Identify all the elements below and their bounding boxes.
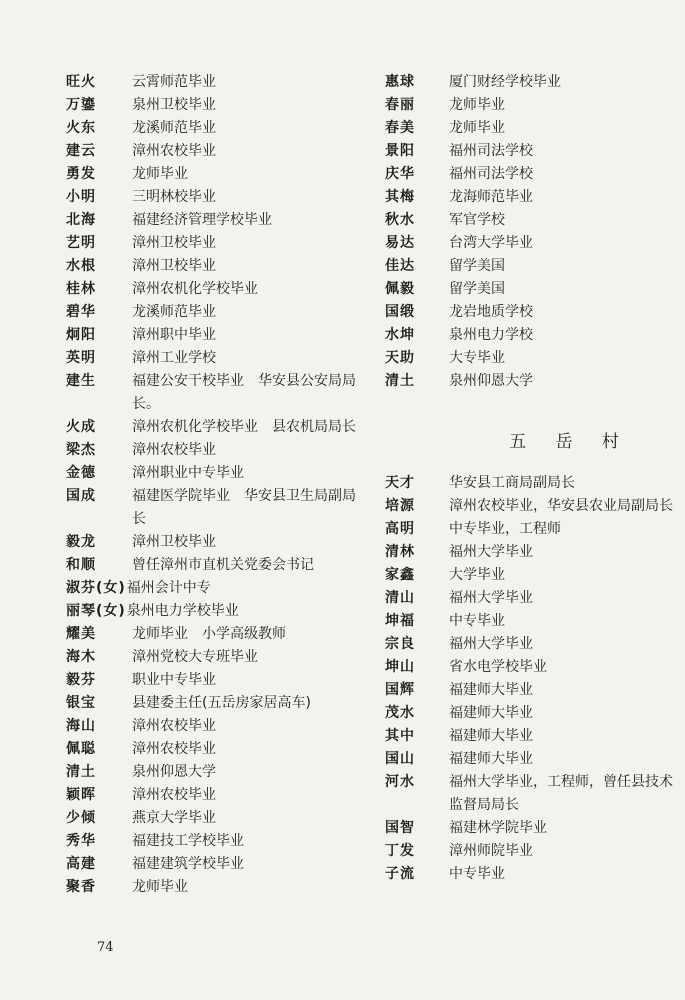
list-item <box>385 140 675 163</box>
person-description: 漳州职中毕业 <box>132 327 216 343</box>
right-column-bottom-list <box>385 472 675 886</box>
person-description: 漳州农机化学校毕业 县农机局局长 <box>132 419 356 435</box>
list-item <box>385 324 675 347</box>
list-item <box>66 209 366 232</box>
person-name: 小明 <box>66 189 96 205</box>
list-item <box>66 439 366 462</box>
list-item <box>385 278 675 301</box>
person-name: 和顺 <box>66 557 96 573</box>
person-description: 龙师毕业 <box>132 166 188 182</box>
person-name: 春美 <box>385 120 415 136</box>
person-name: 高明 <box>385 521 415 537</box>
person-name: 其中 <box>385 728 415 744</box>
person-name: 子流 <box>385 866 415 882</box>
person-name: 桂林 <box>66 281 96 297</box>
list-item <box>385 370 675 393</box>
person-description: 漳州农校毕业 <box>132 143 216 159</box>
person-name: 国缎 <box>385 304 415 320</box>
person-description: 龙师毕业 <box>449 97 505 113</box>
section-title: 五 岳 村 <box>509 432 631 452</box>
person-description: 泉州电力学校 <box>449 327 533 343</box>
list-item <box>66 370 366 416</box>
list-item <box>66 715 366 738</box>
person-description: 福州大学毕业，工程师，曾任县技术监督局局长 <box>449 774 673 813</box>
person-name: 少倾 <box>66 810 96 826</box>
person-name: 高建 <box>66 856 96 872</box>
person-description: 福建师大毕业 <box>449 705 533 721</box>
person-description: 县建委主任(五岳房家居高车) <box>132 695 311 711</box>
person-name: 梁杰 <box>66 442 96 458</box>
person-name: 丁发 <box>385 843 415 859</box>
list-item <box>66 324 366 347</box>
person-name: 培源 <box>385 498 415 514</box>
list-item <box>385 347 675 370</box>
person-name: 旺火 <box>66 74 96 90</box>
person-description: 福州司法学校 <box>449 143 533 159</box>
person-name: 水根 <box>66 258 96 274</box>
person-description: 漳州农校毕业 <box>132 741 216 757</box>
person-name: 天才 <box>385 475 415 491</box>
page-number: 74 <box>97 940 114 955</box>
person-description: 燕京大学毕业 <box>132 810 216 826</box>
list-item <box>66 186 366 209</box>
person-name: 火东 <box>66 120 96 136</box>
person-name: 火成 <box>66 419 96 435</box>
person-name: 惠球 <box>385 74 415 90</box>
person-description: 中专毕业 <box>449 613 505 629</box>
list-item <box>385 541 675 564</box>
right-column-top-list <box>385 71 675 393</box>
person-description: 福州会计中专 <box>126 580 211 596</box>
person-name: 庆华 <box>385 166 415 182</box>
person-description: 龙溪师范毕业 <box>132 304 216 320</box>
person-name: 景阳 <box>385 143 415 159</box>
list-item <box>66 807 366 830</box>
person-name: 英明 <box>66 350 96 366</box>
person-description: 福建医学院毕业 华安县卫生局副局长 <box>132 488 356 527</box>
list-item <box>66 623 366 646</box>
person-name: 淑芬(女) <box>66 580 126 596</box>
person-name: 清山 <box>385 590 415 606</box>
person-description: 福州大学毕业 <box>449 636 533 652</box>
person-description: 漳州卫校毕业 <box>132 258 216 274</box>
list-item <box>66 853 366 876</box>
person-description: 福州大学毕业 <box>449 544 533 560</box>
person-name: 春丽 <box>385 97 415 113</box>
person-name: 天助 <box>385 350 415 366</box>
person-name: 坤福 <box>385 613 415 629</box>
person-name: 国山 <box>385 751 415 767</box>
person-name: 国成 <box>66 488 96 504</box>
person-name: 万鎏 <box>66 97 96 113</box>
list-item <box>66 485 366 531</box>
person-name: 佩毅 <box>385 281 415 297</box>
left-column <box>66 71 366 899</box>
person-description: 中专毕业，工程师 <box>449 521 561 537</box>
person-name: 宗良 <box>385 636 415 652</box>
list-item <box>66 140 366 163</box>
person-description: 泉州电力学校毕业 <box>126 603 239 619</box>
person-name: 丽琴(女) <box>66 603 126 619</box>
person-name: 水坤 <box>385 327 415 343</box>
list-item <box>66 784 366 807</box>
person-description: 漳州农校毕业 <box>132 718 216 734</box>
list-item <box>66 117 366 140</box>
person-description: 大专毕业 <box>449 350 505 366</box>
list-item <box>66 462 366 485</box>
list-item <box>385 518 675 541</box>
list-item <box>385 610 675 633</box>
list-item <box>385 472 675 495</box>
person-description: 福建技工学校毕业 <box>132 833 244 849</box>
list-item <box>66 301 366 324</box>
list-item <box>66 738 366 761</box>
person-name: 坤山 <box>385 659 415 675</box>
person-name: 佳达 <box>385 258 415 274</box>
person-name: 海山 <box>66 718 96 734</box>
person-name: 毅芬 <box>66 672 96 688</box>
person-name: 银宝 <box>66 695 96 711</box>
list-item <box>385 633 675 656</box>
person-description: 龙师毕业 <box>449 120 505 136</box>
person-description: 龙师毕业 小学高级教师 <box>132 626 286 642</box>
list-item <box>66 876 366 899</box>
person-name: 秀华 <box>66 833 96 849</box>
list-item <box>385 301 675 324</box>
list-item <box>66 278 366 301</box>
list-item <box>385 117 675 140</box>
list-item <box>385 587 675 610</box>
person-name: 河水 <box>385 774 415 790</box>
person-name: 建生 <box>66 373 96 389</box>
list-item <box>385 771 675 817</box>
list-item <box>66 416 366 439</box>
person-name: 颖晖 <box>66 787 96 803</box>
list-item <box>385 163 675 186</box>
person-name: 秋水 <box>385 212 415 228</box>
person-description: 龙海师范毕业 <box>449 189 533 205</box>
list-item <box>385 186 675 209</box>
person-description: 留学美国 <box>449 258 505 274</box>
person-description: 漳州党校大专班毕业 <box>132 649 258 665</box>
right-column <box>385 71 675 886</box>
person-name: 清土 <box>385 373 415 389</box>
person-description: 漳州卫校毕业 <box>132 534 216 550</box>
list-item <box>66 692 366 715</box>
list-item <box>385 209 675 232</box>
person-name: 毅龙 <box>66 534 96 550</box>
person-description: 中专毕业 <box>449 866 505 882</box>
person-name: 炯阳 <box>66 327 96 343</box>
list-item <box>385 656 675 679</box>
person-description: 漳州农校毕业，华安县农业局副局长 <box>449 498 673 514</box>
list-item <box>66 163 366 186</box>
person-name: 勇发 <box>66 166 96 182</box>
person-description: 福建林学院毕业 <box>449 820 547 836</box>
person-description: 福建师大毕业 <box>449 682 533 698</box>
list-item <box>385 255 675 278</box>
person-description: 漳州工业学校 <box>132 350 216 366</box>
person-name: 碧华 <box>66 304 96 320</box>
person-description: 军官学校 <box>449 212 505 228</box>
person-name: 清土 <box>66 764 96 780</box>
person-description: 漳州农校毕业 <box>132 442 216 458</box>
person-description: 泉州仰恩大学 <box>449 373 533 389</box>
list-item <box>66 830 366 853</box>
person-name: 艺明 <box>66 235 96 251</box>
list-item <box>385 71 675 94</box>
list-item <box>385 817 675 840</box>
list-item <box>385 840 675 863</box>
list-item <box>385 94 675 117</box>
person-name: 佩聪 <box>66 741 96 757</box>
list-item <box>385 748 675 771</box>
person-description: 云霄师范毕业 <box>132 74 216 90</box>
person-description: 龙岩地质学校 <box>449 304 533 320</box>
person-description: 福州大学毕业 <box>449 590 533 606</box>
person-name: 国智 <box>385 820 415 836</box>
person-description: 曾任漳州市直机关党委会书记 <box>132 557 314 573</box>
person-description: 福建经济管理学校毕业 <box>132 212 272 228</box>
person-description: 漳州师院毕业 <box>449 843 533 859</box>
list-item <box>66 577 366 600</box>
person-description: 漳州农校毕业 <box>132 787 216 803</box>
list-item <box>66 600 366 623</box>
list-item <box>66 554 366 577</box>
person-name: 茂水 <box>385 705 415 721</box>
person-description: 漳州农机化学校毕业 <box>132 281 258 297</box>
person-name: 金德 <box>66 465 96 481</box>
person-description: 留学美国 <box>449 281 505 297</box>
list-item <box>385 495 675 518</box>
person-name: 耀美 <box>66 626 96 642</box>
list-item <box>385 702 675 725</box>
list-item <box>66 531 366 554</box>
list-item <box>385 232 675 255</box>
person-name: 建云 <box>66 143 96 159</box>
person-name: 家鑫 <box>385 567 415 583</box>
person-description: 泉州仰恩大学 <box>132 764 216 780</box>
list-item <box>385 564 675 587</box>
person-name: 国辉 <box>385 682 415 698</box>
person-name: 易达 <box>385 235 415 251</box>
person-description: 省水电学校毕业 <box>449 659 547 675</box>
list-item <box>385 863 675 886</box>
person-name: 清林 <box>385 544 415 560</box>
list-item <box>66 761 366 784</box>
person-description: 龙溪师范毕业 <box>132 120 216 136</box>
list-item <box>66 255 366 278</box>
person-description: 福州司法学校 <box>449 166 533 182</box>
person-description: 龙师毕业 <box>132 879 188 895</box>
person-description: 福建师大毕业 <box>449 728 533 744</box>
person-description: 福建公安干校毕业 华安县公安局局长。 <box>132 373 356 412</box>
list-item <box>66 646 366 669</box>
person-name: 北海 <box>66 212 96 228</box>
person-description: 漳州卫校毕业 <box>132 235 216 251</box>
list-item <box>66 347 366 370</box>
list-item <box>385 679 675 702</box>
person-description: 福建师大毕业 <box>449 751 533 767</box>
list-item <box>66 94 366 117</box>
person-description: 漳州职业中专毕业 <box>132 465 244 481</box>
person-description: 三明林校毕业 <box>132 189 216 205</box>
person-description: 职业中专毕业 <box>132 672 216 688</box>
person-description: 厦门财经学校毕业 <box>449 74 561 90</box>
person-name: 海木 <box>66 649 96 665</box>
person-description: 福建建筑学校毕业 <box>132 856 244 872</box>
person-description: 华安县工商局副局长 <box>449 475 575 491</box>
person-description: 台湾大学毕业 <box>449 235 533 251</box>
person-name: 其梅 <box>385 189 415 205</box>
list-item <box>385 725 675 748</box>
list-item <box>66 71 366 94</box>
person-description: 泉州卫校毕业 <box>132 97 216 113</box>
list-item <box>66 232 366 255</box>
list-item <box>66 669 366 692</box>
person-name: 聚香 <box>66 879 96 895</box>
person-description: 大学毕业 <box>449 567 505 583</box>
